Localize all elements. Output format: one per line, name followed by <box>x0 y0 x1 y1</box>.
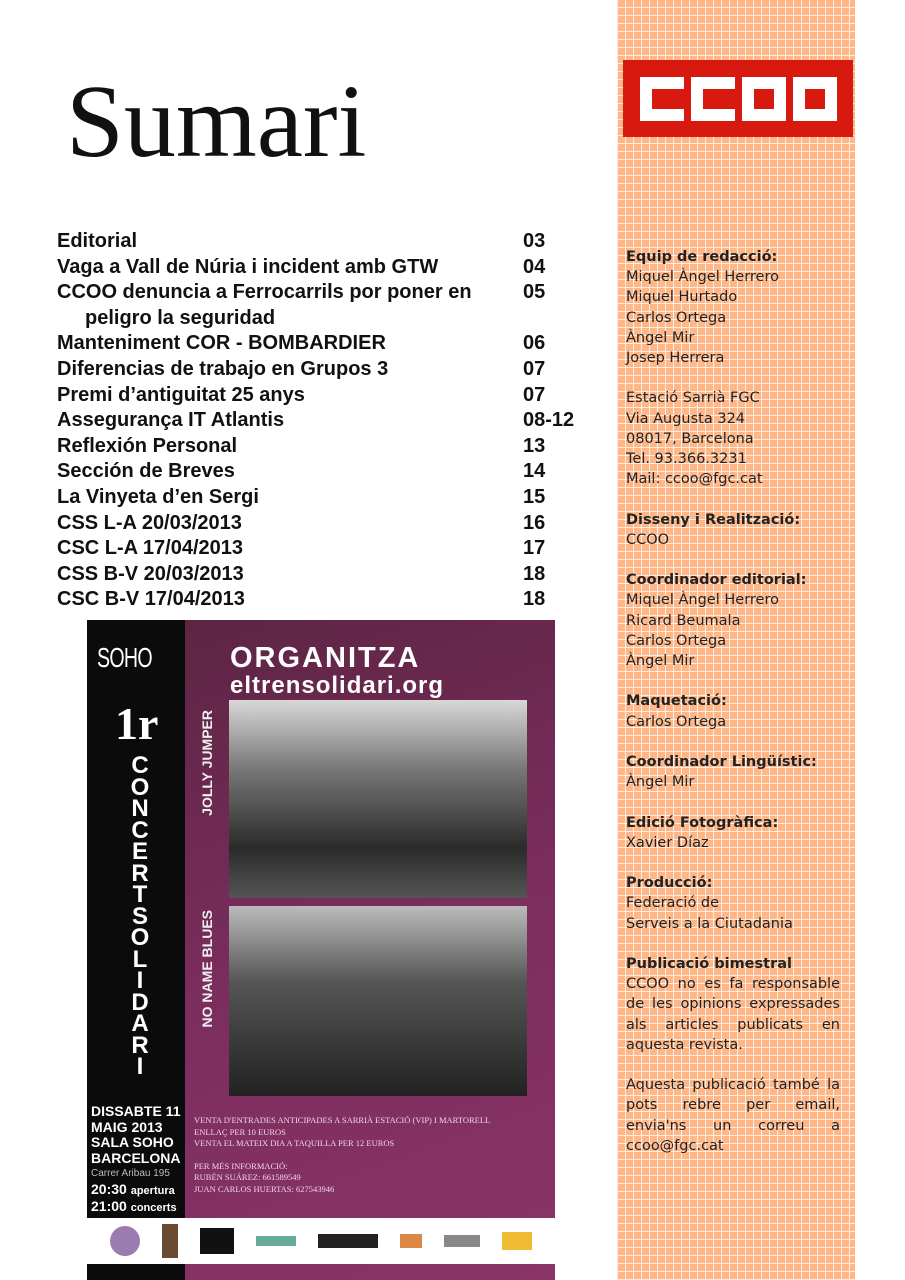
toc-entry[interactable] <box>57 280 592 331</box>
toc-page: 06 <box>523 332 546 355</box>
toc-page: 16 <box>523 511 546 534</box>
toc-entry[interactable] <box>57 587 592 613</box>
credit-line: Miquel Hurtado <box>626 289 738 306</box>
toc-page: 08-12 <box>523 409 575 432</box>
credit-line: Ricard Beumala <box>626 612 741 629</box>
sponsor-logos <box>87 1218 555 1264</box>
toc-title: CSS L-A 20/03/2013 <box>57 511 242 534</box>
toc-page: 14 <box>523 460 546 483</box>
ccoo-logo <box>623 60 853 137</box>
band-name: JOLLY JUMPER <box>199 710 215 816</box>
toc-entry[interactable] <box>57 229 592 255</box>
vertical-letter: L <box>132 945 148 973</box>
toc-title: Editorial <box>57 230 138 252</box>
credit-line: Serveis a la Ciutadania <box>626 915 793 932</box>
toc-entry[interactable] <box>57 408 592 434</box>
toc-entry[interactable] <box>57 485 592 511</box>
vertical-letter: N <box>131 795 149 822</box>
toc-entry[interactable] <box>57 383 592 409</box>
vertical-letter: S <box>131 902 148 930</box>
poster-vertical-title <box>125 752 155 1080</box>
toc-entry[interactable] <box>57 511 592 537</box>
concert-poster <box>87 620 555 1280</box>
vertical-letter: A <box>131 1010 149 1037</box>
credit-line: CCOO <box>626 531 670 548</box>
credit-line: Miquel Àngel Herrero <box>626 592 779 609</box>
credit-line: Via Augusta 324 <box>626 410 746 427</box>
vertical-letter: I <box>136 967 144 994</box>
credit-line: Mail: ccoo@fgc.cat <box>626 471 763 488</box>
vertical-letter: T <box>132 881 148 908</box>
vertical-letter: O <box>130 773 150 801</box>
vertical-letter: I <box>136 1053 144 1080</box>
credit-line: Àngel Mir <box>626 329 695 346</box>
credit-line: Equip de redacció: <box>626 249 778 265</box>
credit-line: Federació de <box>626 895 720 912</box>
toc-entry[interactable] <box>57 434 592 460</box>
toc-page: 04 <box>523 255 546 278</box>
credit-line: Carlos Ortega <box>626 309 727 326</box>
toc-title: CCOO denuncia a Ferrocarrils por poner en <box>57 281 472 304</box>
toc-title: Reflexión Personal <box>57 434 238 457</box>
credit-line: Disseny i Realització: <box>626 511 801 528</box>
vertical-letter: R <box>131 1031 149 1059</box>
toc-page: 18 <box>523 562 546 585</box>
sidebar <box>617 0 855 1280</box>
credit-line: CCOO no es fa responsable de les opinions expressades als articles publicats en aquesta revista. <box>626 976 840 1053</box>
toc-entry[interactable] <box>57 255 592 281</box>
toc-entry[interactable] <box>57 536 592 562</box>
poster-event-info: DISSABTE 11 MAIG 2013 SALA SOHO BARCELONA Carrer Aribau 195 20:30 apertura 21:00 concerts <box>91 1103 181 1214</box>
band-photo-jolly-jumper <box>229 700 527 898</box>
credit-line: Coordinador Lingüístic: <box>626 754 817 770</box>
toc-entry[interactable] <box>57 459 592 485</box>
vertical-letter: E <box>131 838 148 865</box>
toc-page: 17 <box>523 537 546 560</box>
vertical-letter: D <box>131 988 149 1016</box>
toc-title: Premi d’antiguitat 25 anys <box>57 383 305 406</box>
toc-title: CSC B-V 17/04/2013 <box>57 588 245 611</box>
credit-line: Maquetació: <box>626 693 727 710</box>
toc-page: 05 <box>523 281 546 304</box>
table-of-contents <box>57 229 592 613</box>
toc-title: Vaga a Vall de Núria i incident amb GTW <box>57 255 439 278</box>
toc-entry[interactable] <box>57 357 592 383</box>
toc-page: 03 <box>523 230 546 252</box>
toc-page: 13 <box>523 434 546 457</box>
credit-line: Coordinador editorial: <box>626 572 807 589</box>
vertical-letter: O <box>130 924 150 951</box>
poster-first: 1r <box>115 698 159 749</box>
credit-line: Edició Fotogràfica: <box>626 814 779 831</box>
credit-line: 08017, Barcelona <box>626 430 754 447</box>
credit-line: Publicació bimestral <box>626 955 792 972</box>
poster-sales-info: VENTA D'ENTRADES ANTICIPADES A SARRIÀ ESTACIÓ (VIP) I MARTORELL ENLLAÇ PER 10 EUROS VENTA EL MATEIX DIA A TAQUILLA PER 12 EUROS PER MÉS INFORMACIÓ: RUBÉN SUÁREZ: 661589549 JUAN CARLOS HUERTAS: 627543946 <box>194 1115 491 1194</box>
toc-title: CSC L-A 17/04/2013 <box>57 537 244 560</box>
credit-line: Miquel Àngel Herrero <box>626 269 779 286</box>
toc-title: La Vinyeta d’en Sergi <box>57 485 259 508</box>
toc-entry[interactable] <box>57 331 592 357</box>
credit-line: Carlos Ortega <box>626 713 727 730</box>
vertical-letter: C <box>131 816 149 844</box>
vertical-letter: R <box>131 859 149 887</box>
credit-line: Estació Sarrià FGC <box>626 390 760 407</box>
toc-entry[interactable] <box>57 562 592 588</box>
vertical-letter: C <box>131 752 149 779</box>
toc-page: 07 <box>523 383 546 406</box>
band-photo-no-name-blues <box>229 906 527 1096</box>
credit-line: Tel. 93.366.3231 <box>626 451 747 468</box>
credit-line: Carlos Ortega <box>626 632 727 649</box>
credit-line: Xavier Díaz <box>626 834 709 851</box>
toc-title: Assegurança IT Atlantis <box>57 409 285 432</box>
credit-line: Producció: <box>626 875 713 892</box>
toc-title: Manteniment COR - BOMBARDIER <box>57 332 386 355</box>
toc-title: Diferencias de trabajo en Grupos 3 <box>57 357 389 380</box>
toc-page: 07 <box>523 357 546 380</box>
toc-title: Sección de Breves <box>57 460 235 483</box>
toc-title: CSS B-V 20/03/2013 <box>57 562 244 585</box>
poster-organizer: ORGANITZA eltrensolidari.org <box>230 642 445 699</box>
band-name: NO NAME BLUES <box>199 910 215 1028</box>
toc-title-cont: peligro la seguridad <box>85 306 276 329</box>
credit-line: Àngel Mir <box>626 653 695 670</box>
credit-line: Àngel Mir <box>626 774 695 791</box>
toc-page: 18 <box>523 588 546 611</box>
credit-line: Josep Herrera <box>626 350 725 367</box>
credits <box>626 247 840 1156</box>
page-title: Sumari <box>66 64 367 179</box>
credit-line: Aquesta publicació també la pots rebre per email, envia'ns un correu a ccoo@fgc.cat <box>626 1077 840 1154</box>
toc-page: 15 <box>523 485 546 508</box>
soho-logo: SOHO <box>97 642 152 673</box>
